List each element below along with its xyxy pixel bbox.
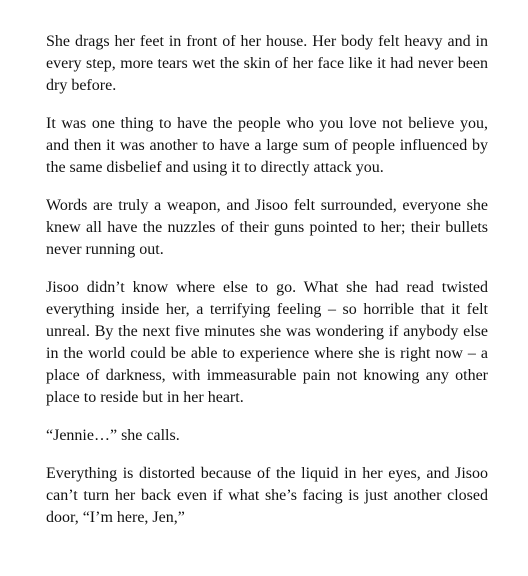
paragraph-5: “Jennie…” she calls. bbox=[46, 427, 180, 444]
paragraph-6: Everything is distorted because of the liquid in her eyes, and Jisoo can’t turn her back even if what she’s facing is just another closed door, “I’m here, Jen,” bbox=[46, 465, 488, 526]
document-page bbox=[46, 31, 488, 545]
paragraph-2: It was one thing to have the people who you love not believe you, and then it was another to have a large sum of people influenced by the same disbelief and using it to directly attack you. bbox=[46, 115, 488, 176]
paragraph-4: Jisoo didn’t know where else to go. What she had read twisted everything inside her, a terrifying feeling – so horrible that it felt unreal. By the next five minutes she was wondering if anybody else in the world could be able to experience where she is right now – a place of darkness, with immeasurable pain not knowing any other place to reside but in her heart. bbox=[46, 279, 488, 406]
paragraph-3: Words are truly a weapon, and Jisoo felt surrounded, everyone she knew all have the nuzzles of their guns pointed to her; their bullets never running out. bbox=[46, 197, 488, 258]
paragraph-1: She drags her feet in front of her house. Her body felt heavy and in every step, more tears wet the skin of her face like it had never been dry before. bbox=[46, 33, 488, 94]
